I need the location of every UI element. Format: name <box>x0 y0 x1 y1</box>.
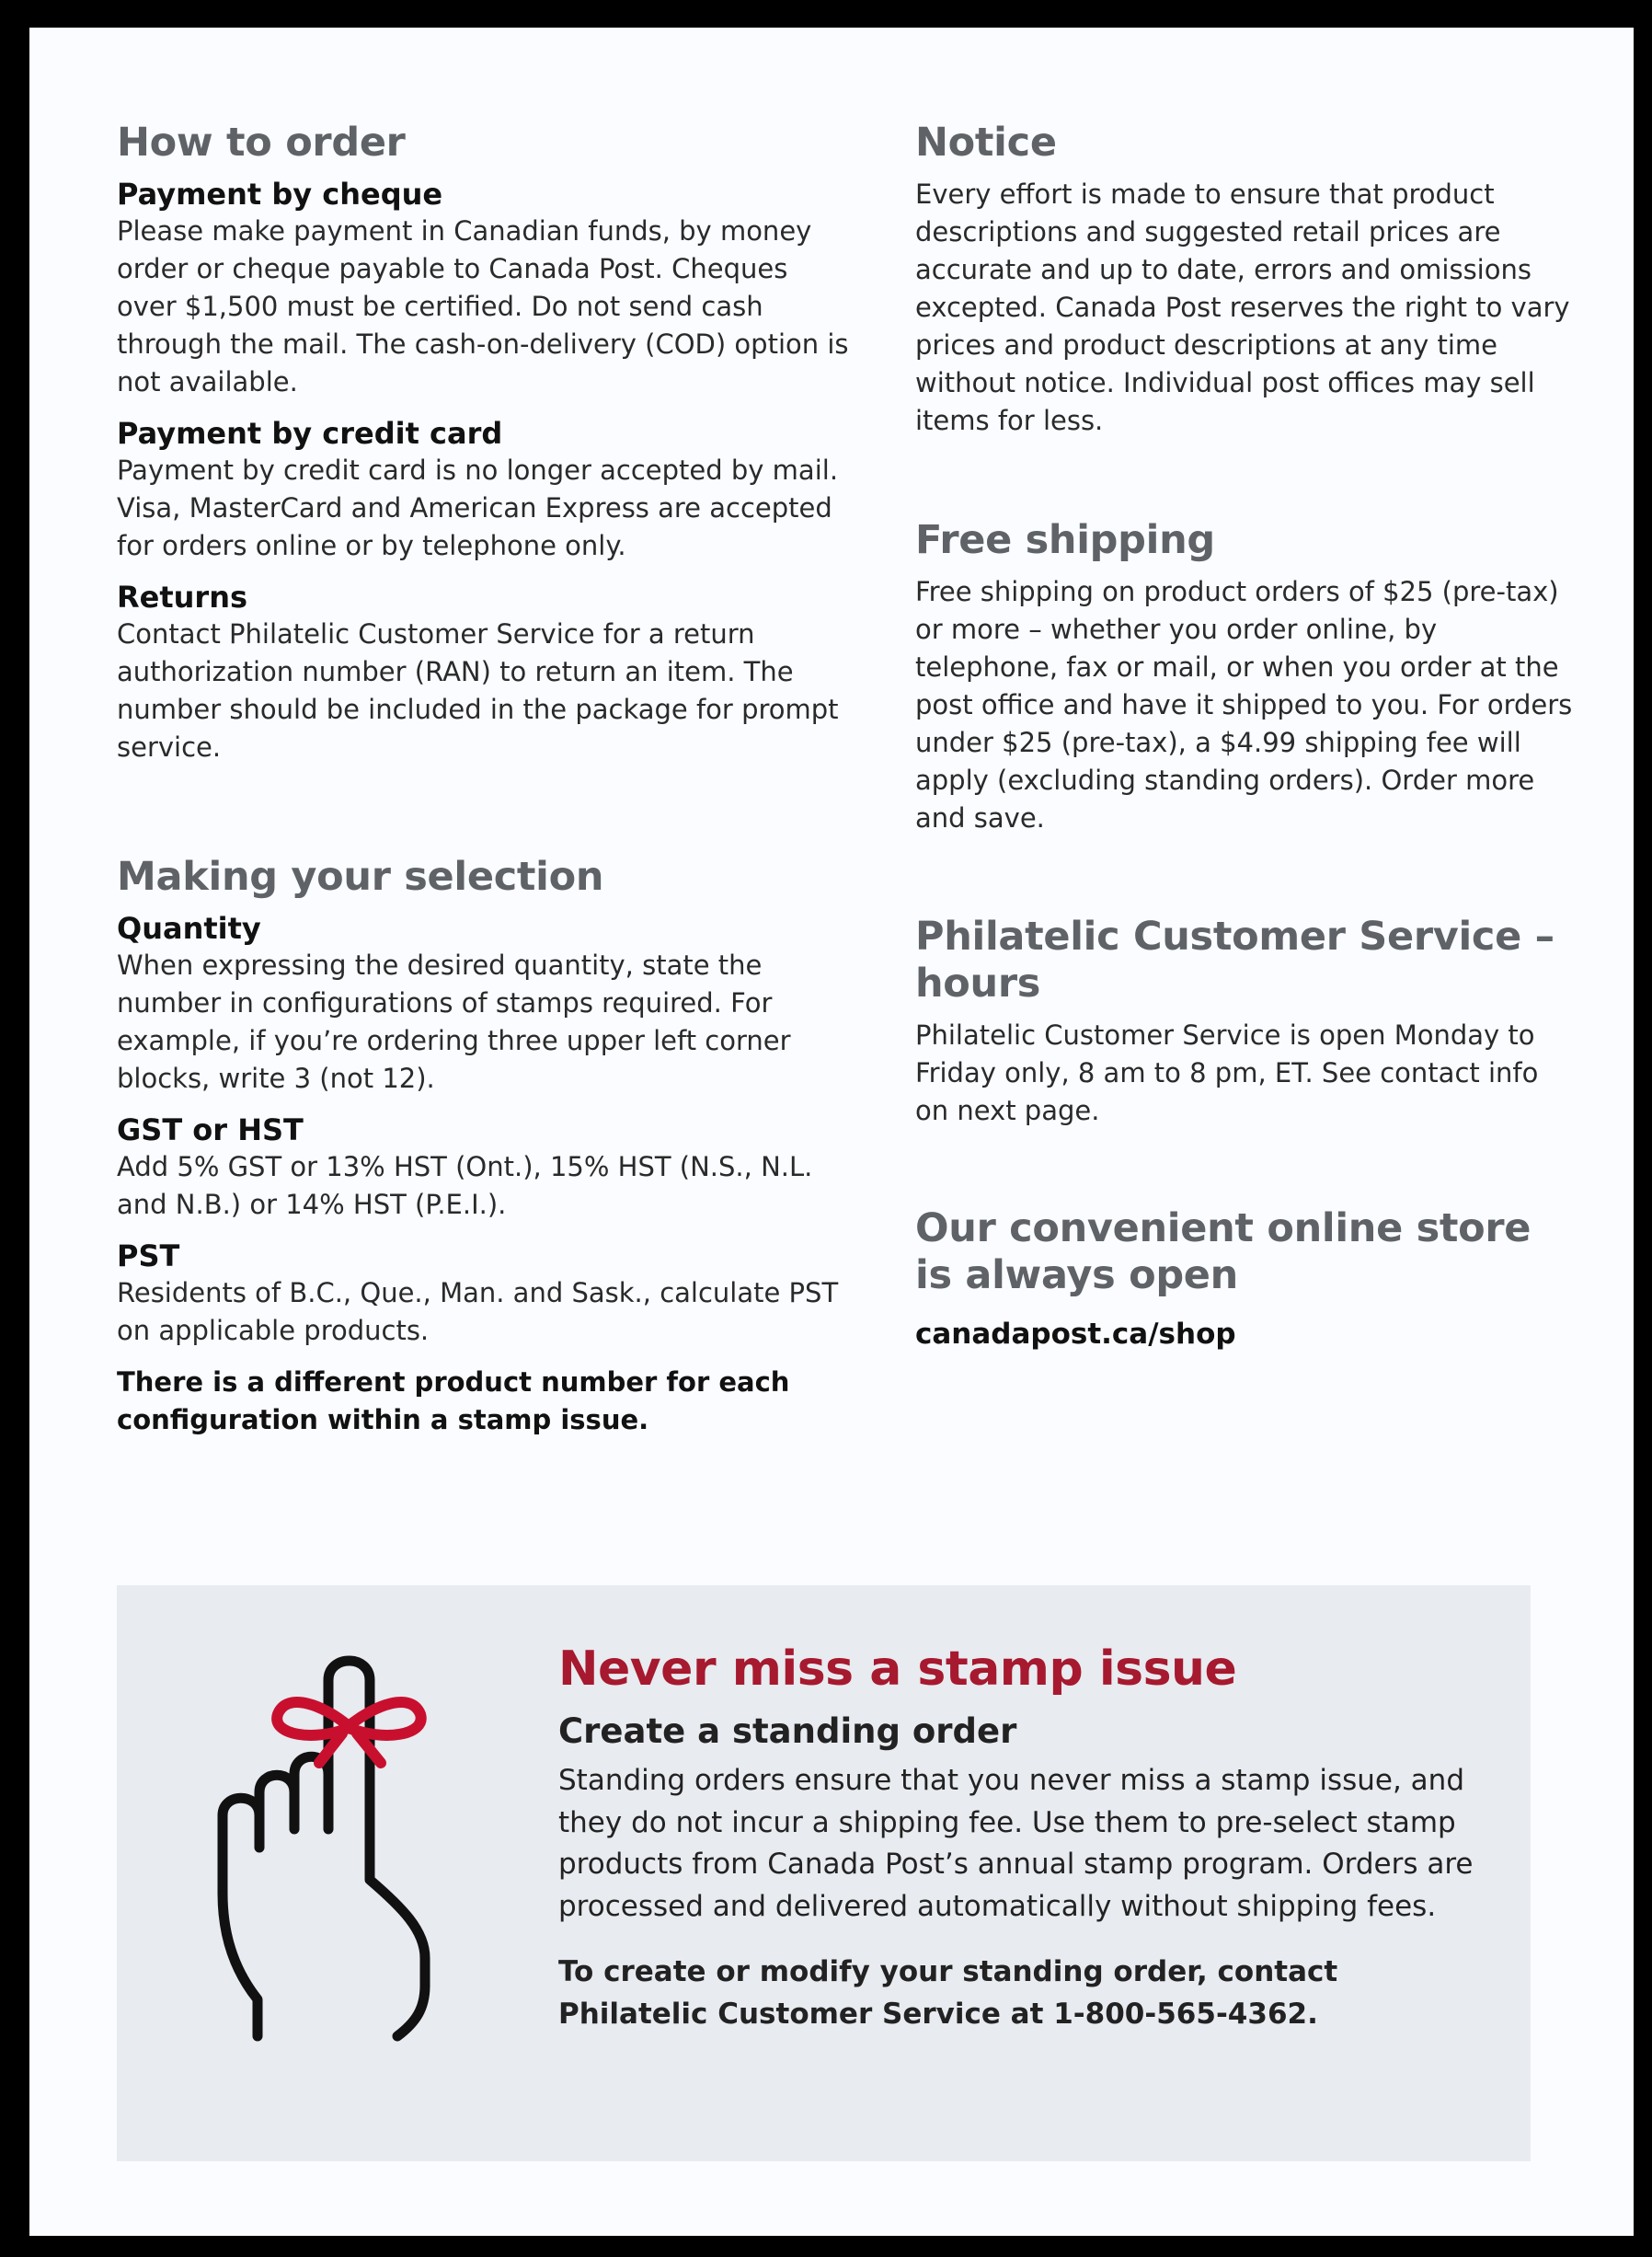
selection-section <box>117 854 853 1439</box>
shop-link[interactable]: canadapost.ca/shop <box>915 1318 1236 1351</box>
subheading: Returns <box>117 580 248 615</box>
banner-title: Never miss a stamp issue <box>558 1641 1237 1697</box>
paragraph: When expressing the desired quantity, state the number in configurations of stamps required. For example, if you’re ordering three upper left corner blocks, write 3 (not 12). <box>117 950 791 1094</box>
banner-paragraph: Standing orders ensure that you never miss a stamp issue, and they do not incur a shipping fee. Use them to pre-select stamp products from Canada Post’s annual stamp program. Orders are processed and delivered automatically without shipping fees. <box>558 1764 1474 1923</box>
subheading: Payment by credit card <box>117 416 503 451</box>
finger-with-ribbon-icon <box>213 1654 499 2068</box>
paragraph: Contact Philatelic Customer Service for a return authorization number (RAN) to return an item. The number should be included in the package for prompt service. <box>117 618 839 763</box>
banner-text <box>558 1641 1478 2035</box>
section-title: Notice <box>915 120 1057 166</box>
paragraph: Please make payment in Canadian funds, by money order or cheque payable to Canada Post. Cheques over $1,500 must be certified. Do not send cash through the mail. The cash-on-delivery (COD) option is not available. <box>117 215 849 397</box>
page <box>29 28 1634 2236</box>
section-title: How to order <box>117 120 406 166</box>
paragraph: Philatelic Customer Service is open Monday to Friday only, 8 am to 8 pm, ET. See contact info on next page. <box>915 1019 1539 1126</box>
section-title: Making your selection <box>117 854 604 900</box>
contact-paragraph: To create or modify your standing order, contact Philatelic Customer Service at 1-800-565-4362. <box>558 1955 1338 2031</box>
free-shipping-section <box>915 517 1577 837</box>
notice-section <box>915 120 1577 440</box>
standing-order-banner <box>117 1585 1531 2161</box>
subheading: PST <box>117 1238 180 1273</box>
how-to-order-section <box>117 120 853 766</box>
paragraph: Free shipping on product orders of $25 (pre-tax) or more – whether you order online, by telephone, fax or mail, or when you order at the post office and have it shipped to you. For orders under $25 (pre-tax), a $4.99 shipping fee will apply (excluding standing orders). Order more and save. <box>915 576 1573 834</box>
paragraph: Add 5% GST or 13% HST (Ont.), 15% HST (N.S., N.L. and N.B.) or 14% HST (P.E.I.). <box>117 1151 813 1220</box>
section-title: Our convenient online store is always open <box>915 1205 1532 1298</box>
paragraph: Every effort is made to ensure that product descriptions and suggested retail prices are accurate and up to date, errors and omissions excepted. Canada Post reserves the right to vary prices and product descriptions at any time without notice. Individual post offices may sell items for less. <box>915 178 1570 436</box>
banner-subtitle: Create a standing order <box>558 1711 1017 1751</box>
configuration-note: There is a different product number for each configuration within a stamp issue. <box>117 1366 790 1435</box>
hours-section <box>915 914 1577 1130</box>
section-title: Philatelic Customer Service – hours <box>915 914 1554 1007</box>
paragraph: Residents of B.C., Que., Man. and Sask., calculate PST on applicable products. <box>117 1277 839 1346</box>
subheading: Payment by cheque <box>117 177 443 212</box>
paragraph: Payment by credit card is no longer accepted by mail. Visa, MasterCard and American Express are accepted for orders online or by telephone only. <box>117 455 839 561</box>
online-store-section <box>915 1205 1577 1353</box>
section-title: Free shipping <box>915 517 1215 563</box>
subheading: GST or HST <box>117 1112 304 1147</box>
subheading: Quantity <box>117 911 261 946</box>
